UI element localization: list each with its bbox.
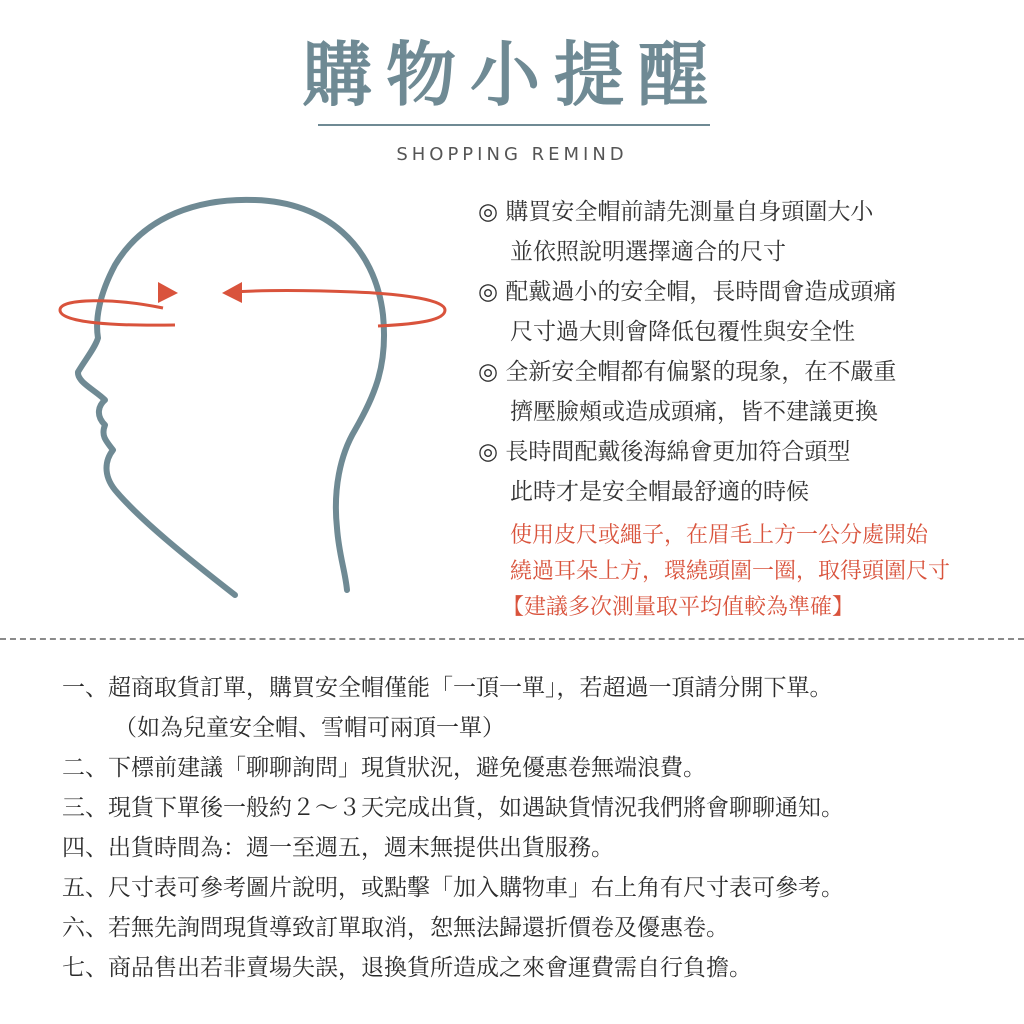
tip-item bbox=[478, 432, 1018, 512]
rule-item: 四、出貨時間為：週一至週五，週末無提供出貨服務。 bbox=[62, 835, 614, 861]
tip-item bbox=[478, 192, 1018, 272]
rule-item: 五、尺寸表可參考圖片說明，或點擊「加入購物車」右上角有尺寸表可參考。 bbox=[62, 875, 844, 901]
rule-item-note: （如為兒童安全帽、雪帽可兩頂一單） bbox=[114, 715, 505, 741]
measure-band-back bbox=[60, 301, 175, 325]
rule-item: 一、超商取貨訂單，購買安全帽僅能「一頂一單」，若超過一頂請分開下單。 bbox=[62, 675, 833, 701]
head-profile-icon bbox=[55, 190, 455, 610]
rule-item: 二、下標前建議「聊聊詢問」現貨狀況，避免優惠卷無端浪費。 bbox=[62, 755, 706, 781]
tip-item bbox=[478, 272, 1018, 352]
arrow-left-icon bbox=[222, 282, 242, 303]
measure-line: 使用皮尺或繩子，在眉毛上方一公分處開始 bbox=[510, 523, 929, 548]
rule-item: 七、商品售出若非賣場失誤，退換貨所造成之來會運費需自行負擔。 bbox=[62, 955, 752, 981]
helmet-tips bbox=[478, 192, 1018, 626]
order-rules-list bbox=[62, 668, 1002, 988]
rule-item: 六、若無先詢問現貨導致訂單取消，恕無法歸還折價卷及優惠卷。 bbox=[62, 915, 729, 941]
measure-line: 繞過耳朵上方，環繞頭圍一圈，取得頭圍尺寸 bbox=[510, 559, 951, 584]
tip-line: ◎ 長時間配戴後海綿會更加符合頭型 bbox=[478, 439, 851, 465]
tip-line: 此時才是安全帽最舒適的時候 bbox=[510, 479, 809, 505]
measure-line: 【建議多次測量取平均值較為準確】 bbox=[502, 595, 855, 620]
page-subtitle: SHOPPING REMIND bbox=[396, 144, 628, 165]
tip-item bbox=[478, 352, 1018, 432]
head-outline bbox=[78, 200, 384, 595]
title-underline bbox=[318, 124, 710, 126]
tip-line: 並依照說明選擇適合的尺寸 bbox=[510, 239, 786, 265]
measure-band-front bbox=[230, 291, 445, 327]
measure-instructions bbox=[478, 518, 1018, 626]
tip-line: 尺寸過大則會降低包覆性與安全性 bbox=[510, 319, 855, 345]
page-title: 購物小提醒 bbox=[302, 34, 722, 116]
rule-item: 三、現貨下單後一般約２～３天完成出貨，如遇缺貨情況我們將會聊聊通知。 bbox=[62, 795, 844, 821]
tip-line: ◎ 配戴過小的安全帽，長時間會造成頭痛 bbox=[478, 279, 897, 305]
tip-line: ◎ 全新安全帽都有偏緊的現象，在不嚴重 bbox=[478, 359, 897, 385]
arrow-right-icon bbox=[158, 282, 178, 303]
tip-line: 擠壓臉頰或造成頭痛，皆不建議更換 bbox=[510, 399, 878, 425]
tip-line: ◎ 購買安全帽前請先測量自身頭圍大小 bbox=[478, 199, 874, 225]
section-divider bbox=[0, 638, 1024, 640]
